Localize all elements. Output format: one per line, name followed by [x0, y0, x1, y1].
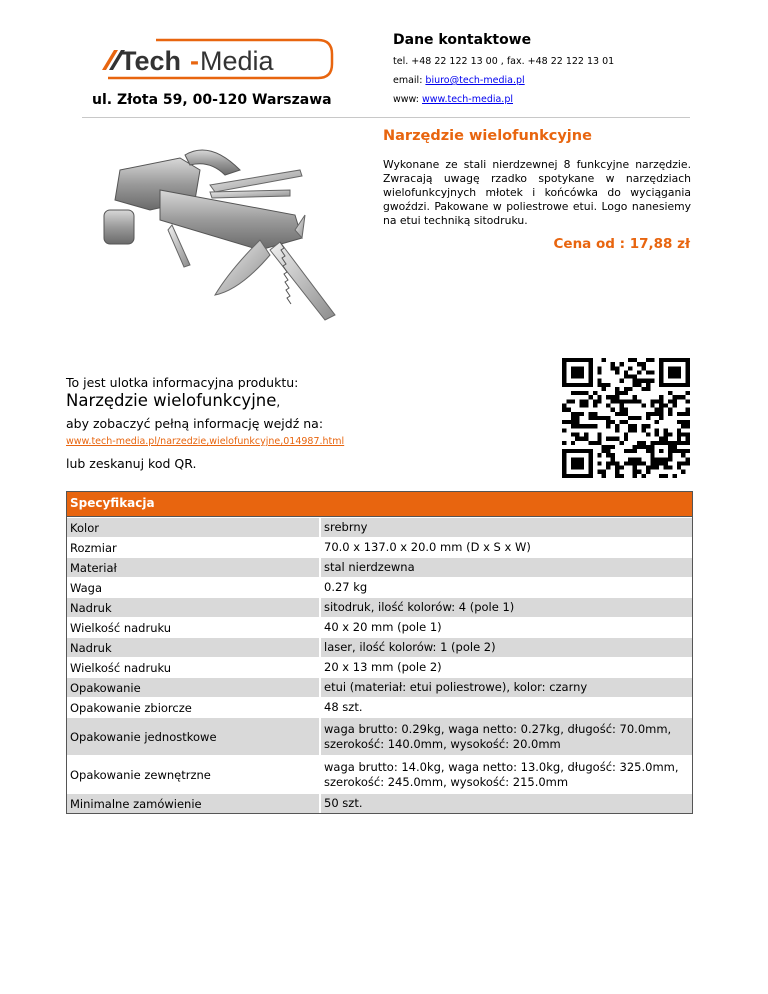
- contact-www-line: [393, 94, 513, 105]
- email-link[interactable]: biuro@tech-media.pl: [425, 75, 525, 86]
- contact-email-line: [393, 75, 525, 86]
- spec-value: srebrny: [324, 520, 368, 534]
- company-address: ul. Złota 59, 00-120 Warszawa: [92, 92, 332, 108]
- info-intro: To jest ulotka informacyjna produktu:: [66, 375, 299, 390]
- spec-row: [67, 537, 692, 557]
- product-description: Wykonane ze stali nierdzewnej 8 funkcyjne narzędzie. Zwracają uwagę rzadko spotykane w narzędziach wielofunkcyjnych młotek i końcówka do wyciągania gwoździ. Pakowane w poliestrowe etui. Logo nanesiemy na etui techniką sitodruku.: [383, 158, 691, 227]
- info-scan-qr: lub zeskanuj kod QR.: [66, 456, 197, 471]
- www-link[interactable]: www.tech-media.pl: [422, 94, 513, 105]
- spec-value: 40 x 20 mm (pole 1): [324, 620, 442, 634]
- spec-key: Materiał: [67, 558, 321, 577]
- spec-value: 50 szt.: [324, 796, 363, 810]
- spec-row: [67, 697, 692, 717]
- product-title: Narzędzie wielofunkcyjne: [383, 128, 592, 144]
- spec-value: stal nierdzewna: [324, 560, 415, 574]
- logo-graphic: [96, 36, 336, 82]
- spec-row: [67, 637, 692, 657]
- spec-value: etui (materiał: etui poliestrowe), kolor: czarny: [324, 680, 588, 694]
- spec-value: sitodruk, ilość kolorów: 4 (pole 1): [324, 600, 515, 614]
- product-image: [90, 130, 360, 340]
- spec-key: Opakowanie: [67, 678, 321, 697]
- spec-table: [66, 491, 693, 814]
- spec-value: 20 x 13 mm (pole 2): [324, 660, 442, 674]
- spec-row: [67, 557, 692, 577]
- info-see-more: aby zobaczyć pełną informację wejdź na:: [66, 416, 324, 431]
- logo-media-text: Media: [200, 46, 274, 76]
- qr-code[interactable]: [562, 358, 690, 478]
- spec-key: Nadruk: [67, 598, 321, 617]
- spec-key: Opakowanie jednostkowe: [67, 718, 321, 755]
- spec-value: 70.0 x 137.0 x 20.0 mm (D x S x W): [324, 540, 531, 554]
- spec-key: Waga: [67, 578, 321, 597]
- spec-row: [67, 517, 692, 537]
- spec-key: Minimalne zamówienie: [67, 794, 321, 813]
- spec-row: [67, 755, 692, 793]
- logo-tech-text: Tech: [120, 46, 182, 76]
- spec-row: [67, 793, 692, 813]
- logo-dash-text: -: [190, 46, 199, 76]
- spec-key: Opakowanie zbiorcze: [67, 698, 321, 717]
- spec-value: 0.27 kg: [324, 580, 368, 594]
- spec-row: [67, 617, 692, 637]
- spec-value: 48 szt.: [324, 700, 363, 714]
- spec-row: [67, 597, 692, 617]
- info-product-name-text: Narzędzie wielofunkcyjne: [66, 391, 277, 410]
- spec-value: laser, ilość kolorów: 1 (pole 2): [324, 640, 496, 654]
- spec-value: waga brutto: 0.29kg, waga netto: 0.27kg, długość: 70.0mm, szerokość: 140.0mm, wysokość: 20.0mm: [324, 721, 672, 751]
- info-product-name: [66, 391, 280, 410]
- spec-key: Rozmiar: [67, 538, 321, 557]
- contact-phone: tel. +48 22 122 13 00 , fax. +48 22 122 13 01: [393, 56, 615, 67]
- product-page-link[interactable]: www.tech-media.pl/narzedzie,wielofunkcyjne,014987.html: [66, 436, 345, 447]
- spec-key: Wielkość nadruku: [67, 618, 321, 637]
- www-label: www:: [393, 94, 423, 105]
- spec-row: [67, 577, 692, 597]
- spec-key: Wielkość nadruku: [67, 658, 321, 677]
- spec-row: [67, 677, 692, 697]
- spec-row: [67, 657, 692, 677]
- product-price: Cena od : 17,88 zł: [553, 236, 690, 252]
- spec-value: waga brutto: 14.0kg, waga netto: 13.0kg, długość: 325.0mm, szerokość: 245.0mm, wysokość: 215.0mm: [324, 759, 679, 789]
- spec-table-title: Specyfikacja: [67, 492, 692, 517]
- spec-key: Kolor: [67, 518, 321, 537]
- header-divider: [82, 117, 690, 118]
- info-comma: ,: [276, 395, 281, 409]
- spec-key: Opakowanie zewnętrzne: [67, 756, 321, 793]
- spec-key: Nadruk: [67, 638, 321, 657]
- spec-row: [67, 717, 692, 755]
- tech-media-logo[interactable]: [96, 36, 336, 82]
- email-label: email:: [393, 75, 426, 86]
- contact-title: Dane kontaktowe: [393, 32, 532, 48]
